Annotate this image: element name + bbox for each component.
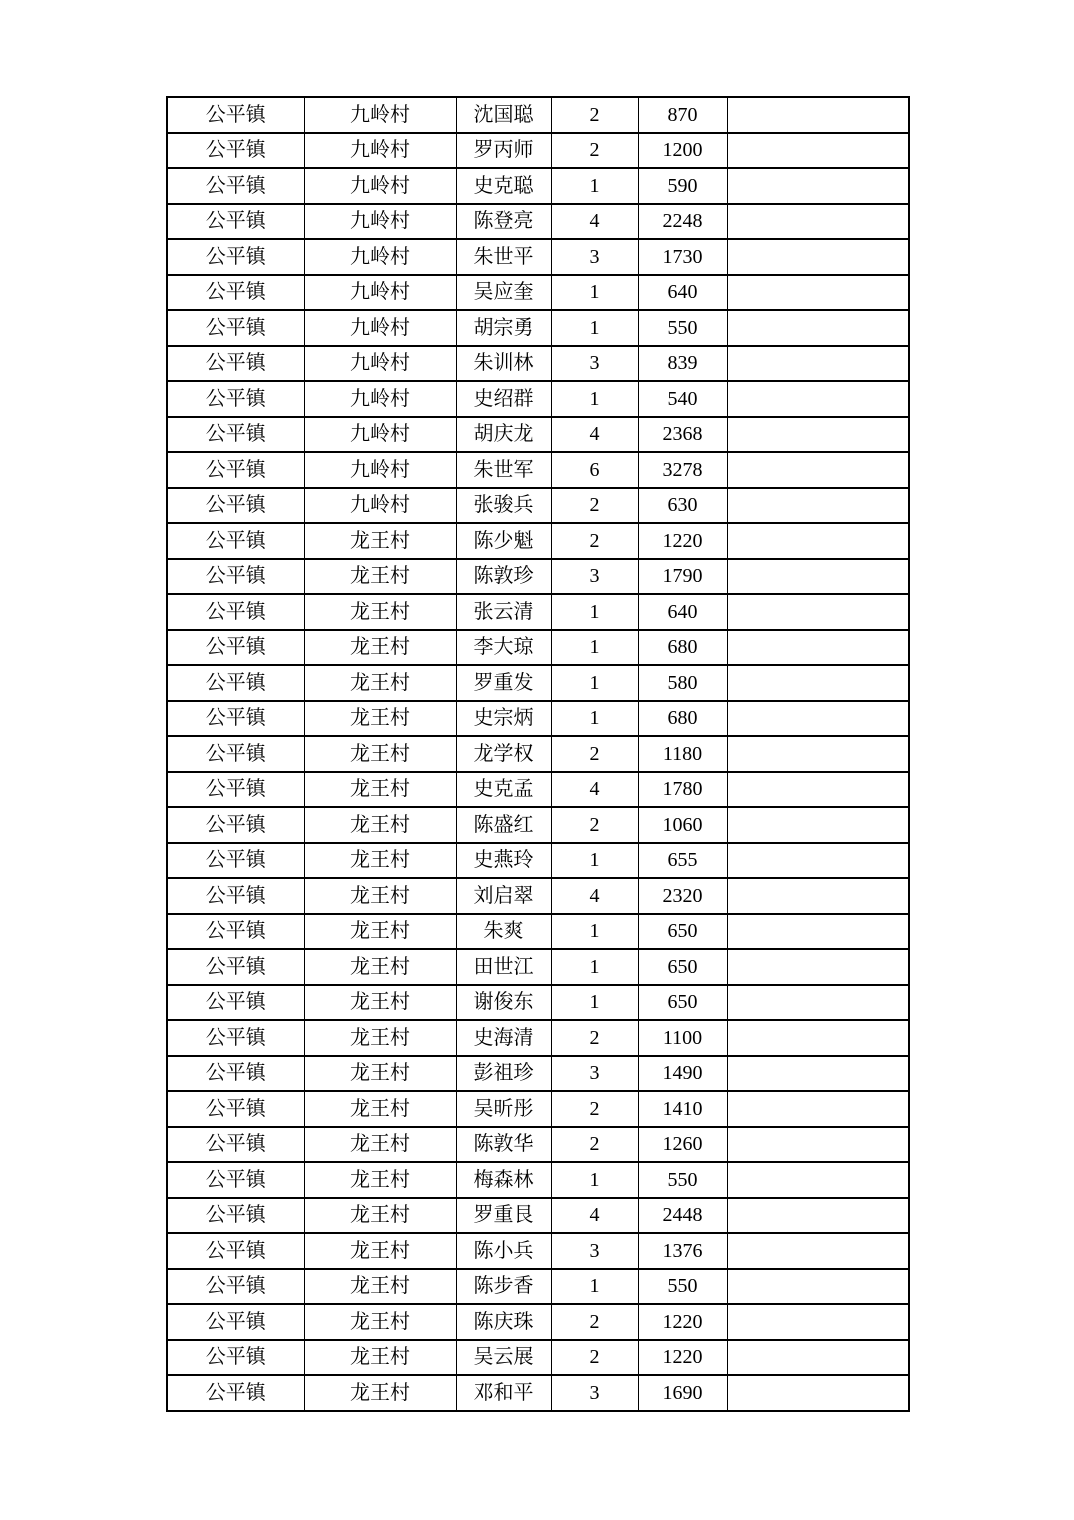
cell-amount: 640 — [638, 594, 727, 630]
table-row — [167, 1020, 909, 1056]
cell-village: 龙王村 — [304, 559, 456, 595]
cell-village: 龙王村 — [304, 701, 456, 737]
cell-count: 3 — [551, 1056, 638, 1092]
cell-village: 九岭村 — [304, 97, 456, 133]
cell-town: 公平镇 — [167, 772, 304, 808]
cell-name: 史克聪 — [456, 168, 551, 204]
cell-remark — [727, 239, 909, 275]
cell-count: 2 — [551, 1127, 638, 1163]
cell-count: 4 — [551, 204, 638, 240]
cell-name: 李大琼 — [456, 630, 551, 666]
cell-amount: 630 — [638, 488, 727, 524]
cell-count: 1 — [551, 843, 638, 879]
table-row — [167, 878, 909, 914]
cell-name: 沈国聪 — [456, 97, 551, 133]
cell-remark — [727, 559, 909, 595]
cell-town: 公平镇 — [167, 1056, 304, 1092]
cell-village: 龙王村 — [304, 1269, 456, 1305]
cell-remark — [727, 1304, 909, 1340]
cell-remark — [727, 1269, 909, 1305]
cell-name: 邓和平 — [456, 1375, 551, 1411]
cell-village: 龙王村 — [304, 1304, 456, 1340]
cell-count: 1 — [551, 381, 638, 417]
cell-name: 罗丙师 — [456, 133, 551, 169]
cell-remark — [727, 204, 909, 240]
cell-amount: 1376 — [638, 1233, 727, 1269]
cell-amount: 590 — [638, 168, 727, 204]
cell-name: 胡庆龙 — [456, 417, 551, 453]
cell-town: 公平镇 — [167, 452, 304, 488]
cell-town: 公平镇 — [167, 1198, 304, 1234]
cell-remark — [727, 701, 909, 737]
cell-name: 史克孟 — [456, 772, 551, 808]
cell-town: 公平镇 — [167, 133, 304, 169]
cell-count: 1 — [551, 949, 638, 985]
cell-amount: 580 — [638, 665, 727, 701]
cell-village: 龙王村 — [304, 1375, 456, 1411]
cell-town: 公平镇 — [167, 878, 304, 914]
cell-remark — [727, 878, 909, 914]
cell-village: 龙王村 — [304, 843, 456, 879]
cell-amount: 680 — [638, 630, 727, 666]
cell-count: 1 — [551, 275, 638, 311]
cell-count: 2 — [551, 97, 638, 133]
cell-count: 1 — [551, 701, 638, 737]
cell-town: 公平镇 — [167, 97, 304, 133]
cell-town: 公平镇 — [167, 346, 304, 382]
cell-village: 龙王村 — [304, 665, 456, 701]
cell-count: 2 — [551, 1020, 638, 1056]
cell-amount: 870 — [638, 97, 727, 133]
cell-remark — [727, 949, 909, 985]
cell-town: 公平镇 — [167, 736, 304, 772]
cell-count: 2 — [551, 736, 638, 772]
cell-remark — [727, 1340, 909, 1376]
cell-name: 史绍群 — [456, 381, 551, 417]
cell-amount: 1690 — [638, 1375, 727, 1411]
cell-amount: 650 — [638, 914, 727, 950]
cell-village: 九岭村 — [304, 452, 456, 488]
cell-amount: 1780 — [638, 772, 727, 808]
cell-name: 朱训林 — [456, 346, 551, 382]
cell-amount: 650 — [638, 949, 727, 985]
cell-town: 公平镇 — [167, 1375, 304, 1411]
cell-remark — [727, 665, 909, 701]
cell-town: 公平镇 — [167, 701, 304, 737]
cell-town: 公平镇 — [167, 1269, 304, 1305]
cell-village: 龙王村 — [304, 878, 456, 914]
cell-name: 陈敦华 — [456, 1127, 551, 1163]
cell-remark — [727, 1233, 909, 1269]
cell-town: 公平镇 — [167, 381, 304, 417]
cell-count: 2 — [551, 523, 638, 559]
cell-name: 陈登亮 — [456, 204, 551, 240]
cell-amount: 550 — [638, 1269, 727, 1305]
cell-village: 九岭村 — [304, 310, 456, 346]
table-row — [167, 1233, 909, 1269]
cell-remark — [727, 417, 909, 453]
table-row — [167, 594, 909, 630]
cell-remark — [727, 1091, 909, 1127]
cell-village: 九岭村 — [304, 417, 456, 453]
cell-town: 公平镇 — [167, 310, 304, 346]
cell-remark — [727, 346, 909, 382]
cell-remark — [727, 452, 909, 488]
cell-name: 吴云展 — [456, 1340, 551, 1376]
cell-village: 龙王村 — [304, 1056, 456, 1092]
cell-remark — [727, 1162, 909, 1198]
cell-name: 胡宗勇 — [456, 310, 551, 346]
cell-amount: 540 — [638, 381, 727, 417]
cell-amount: 550 — [638, 1162, 727, 1198]
cell-town: 公平镇 — [167, 168, 304, 204]
cell-name: 朱世平 — [456, 239, 551, 275]
cell-count: 3 — [551, 1233, 638, 1269]
cell-count: 1 — [551, 630, 638, 666]
cell-village: 龙王村 — [304, 985, 456, 1021]
cell-count: 2 — [551, 1340, 638, 1376]
cell-town: 公平镇 — [167, 843, 304, 879]
cell-village: 龙王村 — [304, 772, 456, 808]
cell-amount: 1260 — [638, 1127, 727, 1163]
cell-count: 6 — [551, 452, 638, 488]
cell-count: 2 — [551, 1304, 638, 1340]
cell-town: 公平镇 — [167, 1162, 304, 1198]
table-row — [167, 1375, 909, 1411]
cell-count: 2 — [551, 807, 638, 843]
table-row — [167, 1198, 909, 1234]
table-row — [167, 559, 909, 595]
cell-town: 公平镇 — [167, 985, 304, 1021]
table-row — [167, 914, 909, 950]
table-row — [167, 949, 909, 985]
cell-name: 田世江 — [456, 949, 551, 985]
cell-village: 九岭村 — [304, 275, 456, 311]
cell-name: 彭祖珍 — [456, 1056, 551, 1092]
cell-amount: 1180 — [638, 736, 727, 772]
cell-name: 张骏兵 — [456, 488, 551, 524]
cell-count: 1 — [551, 1269, 638, 1305]
cell-name: 刘启翠 — [456, 878, 551, 914]
cell-village: 龙王村 — [304, 1091, 456, 1127]
cell-name: 陈盛红 — [456, 807, 551, 843]
cell-village: 龙王村 — [304, 949, 456, 985]
cell-amount: 1220 — [638, 1340, 727, 1376]
cell-remark — [727, 914, 909, 950]
cell-amount: 839 — [638, 346, 727, 382]
cell-village: 龙王村 — [304, 1020, 456, 1056]
cell-remark — [727, 133, 909, 169]
cell-village: 九岭村 — [304, 133, 456, 169]
cell-name: 史海清 — [456, 1020, 551, 1056]
cell-town: 公平镇 — [167, 1304, 304, 1340]
cell-remark — [727, 1020, 909, 1056]
cell-remark — [727, 594, 909, 630]
cell-village: 龙王村 — [304, 807, 456, 843]
table-row — [167, 630, 909, 666]
cell-count: 1 — [551, 310, 638, 346]
cell-count: 3 — [551, 239, 638, 275]
cell-name: 吴昕彤 — [456, 1091, 551, 1127]
cell-remark — [727, 310, 909, 346]
cell-name: 龙学权 — [456, 736, 551, 772]
cell-name: 张云清 — [456, 594, 551, 630]
cell-name: 陈步香 — [456, 1269, 551, 1305]
cell-count: 2 — [551, 133, 638, 169]
table-row — [167, 736, 909, 772]
cell-remark — [727, 1198, 909, 1234]
table-row — [167, 1091, 909, 1127]
cell-remark — [727, 275, 909, 311]
cell-village: 龙王村 — [304, 1233, 456, 1269]
cell-count: 3 — [551, 1375, 638, 1411]
cell-remark — [727, 1127, 909, 1163]
cell-count: 2 — [551, 488, 638, 524]
cell-town: 公平镇 — [167, 807, 304, 843]
table-row — [167, 310, 909, 346]
cell-amount: 3278 — [638, 452, 727, 488]
cell-village: 九岭村 — [304, 239, 456, 275]
cell-village: 九岭村 — [304, 168, 456, 204]
cell-remark — [727, 772, 909, 808]
table-row — [167, 1269, 909, 1305]
cell-town: 公平镇 — [167, 914, 304, 950]
cell-name: 陈小兵 — [456, 1233, 551, 1269]
cell-amount: 1490 — [638, 1056, 727, 1092]
table-row — [167, 843, 909, 879]
cell-town: 公平镇 — [167, 239, 304, 275]
cell-name: 陈少魁 — [456, 523, 551, 559]
cell-amount: 1100 — [638, 1020, 727, 1056]
cell-count: 4 — [551, 417, 638, 453]
cell-town: 公平镇 — [167, 1020, 304, 1056]
table-row — [167, 807, 909, 843]
cell-name: 罗重艮 — [456, 1198, 551, 1234]
cell-name: 陈敦珍 — [456, 559, 551, 595]
cell-town: 公平镇 — [167, 275, 304, 311]
cell-village: 龙王村 — [304, 1198, 456, 1234]
cell-village: 龙王村 — [304, 630, 456, 666]
cell-amount: 655 — [638, 843, 727, 879]
cell-village: 九岭村 — [304, 346, 456, 382]
table-row — [167, 417, 909, 453]
table-row — [167, 1340, 909, 1376]
cell-remark — [727, 843, 909, 879]
table-row — [167, 381, 909, 417]
table-row — [167, 97, 909, 133]
cell-town: 公平镇 — [167, 1340, 304, 1376]
cell-village: 龙王村 — [304, 736, 456, 772]
cell-count: 1 — [551, 985, 638, 1021]
cell-town: 公平镇 — [167, 523, 304, 559]
table-row — [167, 985, 909, 1021]
table-body — [167, 97, 909, 1411]
table-row — [167, 346, 909, 382]
cell-village: 九岭村 — [304, 381, 456, 417]
cell-count: 4 — [551, 878, 638, 914]
cell-count: 3 — [551, 559, 638, 595]
cell-name: 谢俊东 — [456, 985, 551, 1021]
cell-village: 九岭村 — [304, 488, 456, 524]
cell-count: 2 — [551, 1091, 638, 1127]
cell-name: 史宗炳 — [456, 701, 551, 737]
table-row — [167, 452, 909, 488]
cell-count: 1 — [551, 914, 638, 950]
cell-remark — [727, 488, 909, 524]
cell-count: 4 — [551, 1198, 638, 1234]
cell-remark — [727, 736, 909, 772]
table-row — [167, 275, 909, 311]
table-row — [167, 1162, 909, 1198]
cell-amount: 2320 — [638, 878, 727, 914]
cell-amount: 2248 — [638, 204, 727, 240]
cell-count: 1 — [551, 1162, 638, 1198]
cell-remark — [727, 381, 909, 417]
cell-amount: 1200 — [638, 133, 727, 169]
cell-name: 朱爽 — [456, 914, 551, 950]
cell-amount: 680 — [638, 701, 727, 737]
cell-amount: 640 — [638, 275, 727, 311]
cell-remark — [727, 807, 909, 843]
table-row — [167, 701, 909, 737]
cell-amount: 1790 — [638, 559, 727, 595]
cell-amount: 550 — [638, 310, 727, 346]
cell-remark — [727, 1375, 909, 1411]
cell-amount: 650 — [638, 985, 727, 1021]
table-row — [167, 665, 909, 701]
cell-village: 龙王村 — [304, 523, 456, 559]
cell-amount: 2448 — [638, 1198, 727, 1234]
cell-town: 公平镇 — [167, 559, 304, 595]
cell-town: 公平镇 — [167, 949, 304, 985]
cell-village: 龙王村 — [304, 914, 456, 950]
cell-name: 史燕玲 — [456, 843, 551, 879]
cell-village: 九岭村 — [304, 204, 456, 240]
cell-remark — [727, 168, 909, 204]
cell-town: 公平镇 — [167, 1127, 304, 1163]
cell-amount: 2368 — [638, 417, 727, 453]
cell-remark — [727, 1056, 909, 1092]
cell-name: 吴应奎 — [456, 275, 551, 311]
cell-village: 龙王村 — [304, 594, 456, 630]
cell-remark — [727, 985, 909, 1021]
cell-town: 公平镇 — [167, 594, 304, 630]
table-row — [167, 168, 909, 204]
cell-remark — [727, 97, 909, 133]
cell-name: 朱世军 — [456, 452, 551, 488]
cell-amount: 1410 — [638, 1091, 727, 1127]
cell-remark — [727, 630, 909, 666]
cell-town: 公平镇 — [167, 630, 304, 666]
cell-town: 公平镇 — [167, 1233, 304, 1269]
cell-name: 梅森林 — [456, 1162, 551, 1198]
cell-name: 陈庆珠 — [456, 1304, 551, 1340]
table-row — [167, 488, 909, 524]
cell-town: 公平镇 — [167, 665, 304, 701]
cell-count: 3 — [551, 346, 638, 382]
cell-town: 公平镇 — [167, 488, 304, 524]
cell-town: 公平镇 — [167, 417, 304, 453]
table-row — [167, 133, 909, 169]
cell-amount: 1220 — [638, 523, 727, 559]
cell-village: 龙王村 — [304, 1162, 456, 1198]
subsidy-table — [166, 96, 910, 1412]
cell-amount: 1730 — [638, 239, 727, 275]
cell-village: 龙王村 — [304, 1340, 456, 1376]
cell-amount: 1060 — [638, 807, 727, 843]
table-row — [167, 204, 909, 240]
table-row — [167, 523, 909, 559]
cell-name: 罗重发 — [456, 665, 551, 701]
table-row — [167, 1056, 909, 1092]
cell-count: 1 — [551, 168, 638, 204]
table-row — [167, 239, 909, 275]
cell-amount: 1220 — [638, 1304, 727, 1340]
cell-village: 龙王村 — [304, 1127, 456, 1163]
table-row — [167, 772, 909, 808]
cell-town: 公平镇 — [167, 204, 304, 240]
table-row — [167, 1304, 909, 1340]
cell-count: 1 — [551, 665, 638, 701]
cell-count: 4 — [551, 772, 638, 808]
table-row — [167, 1127, 909, 1163]
cell-count: 1 — [551, 594, 638, 630]
cell-remark — [727, 523, 909, 559]
cell-town: 公平镇 — [167, 1091, 304, 1127]
